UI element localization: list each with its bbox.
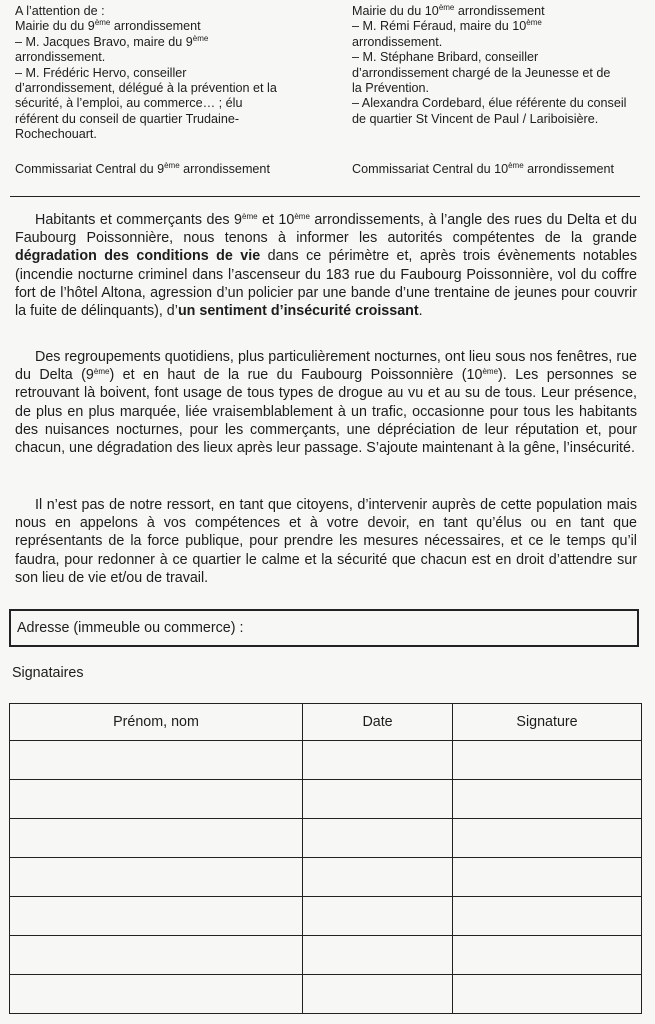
address-field[interactable] <box>9 609 639 647</box>
table-row <box>10 936 642 975</box>
addressee-line: Mairie du du 9ème arrondissement <box>15 18 201 34</box>
paragraph-context: Habitants et commerçants des 9ème et 10ème arrondissements, à l’angle des rues du Delta et du Faubourg Poissonnière, nous tenons à informer les autorités compétentes de la grande dégradation des conditions de vie dans ce périmètre et, après trois évènements notables (incendie nocturne criminel dans l’ascenseur du 183 rue du Faubourg Poissonnière, vol du coffre fort de l’hôtel Altona, agression d’un policier par une bande d’une trentaine de jeunes pour couvrir la fuite de délinquants), d’un sentiment d’insécurité croissant. <box>15 212 637 320</box>
name-cell[interactable] <box>10 975 303 1014</box>
table-header-row <box>10 704 642 741</box>
addressee-line: – M. Stéphane Bribard, conseiller <box>352 50 539 65</box>
table-row <box>10 897 642 936</box>
name-cell[interactable] <box>10 936 303 975</box>
table-row <box>10 780 642 819</box>
addressee-line: Rochechouart. <box>15 127 97 142</box>
address-label: Adresse (immeuble ou commerce) : <box>17 620 244 636</box>
addressee-line: de quartier St Vincent de Paul / Lariboisière. <box>352 111 599 126</box>
emphasis-insecurite: un sentiment d’insécurité croissant <box>177 303 419 320</box>
paragraph-gatherings: Des regroupements quotidiens, plus particulièrement nocturnes, ont lieu sous nos fenêtres, rue du Delta (9ème) et en haut de la rue du Faubourg Poissonnière (10ème). Les personnes se retrouvant là boivent, font usage de tous types de drogue au vu et au su de tous. Leur présence, de plus en plus marquée, liée vraisemblablement à un trafic, occasionne pour tous les habitants des nuisances nocturnes, pour les commerçants, une dépréciation de leur réputation et, pour chacun, une dégradation des lieux après leur passage. S’ajoute maintenant à la gêne, l’insécurité. <box>15 349 638 457</box>
addressee-line: Mairie du du 10ème arrondissement <box>352 3 545 18</box>
name-cell[interactable] <box>10 897 303 936</box>
column-header-name: Prénom, nom <box>10 704 303 741</box>
table-row <box>10 858 642 897</box>
table-row <box>10 819 642 858</box>
emphasis-degradation: dégradation des conditions de vie <box>15 248 261 265</box>
signature-cell[interactable] <box>453 975 642 1014</box>
addressee-line: référent du conseil de quartier Trudaine- <box>15 111 240 126</box>
date-cell[interactable] <box>303 897 453 936</box>
addressee-line: d’arrondissement, délégué à la prévention et la <box>15 81 277 96</box>
addressee-line: la Prévention. <box>352 81 430 96</box>
addressee-line: sécurité, à l’emploi, au commerce… ; élu <box>15 96 243 111</box>
name-cell[interactable] <box>10 741 303 780</box>
date-cell[interactable] <box>303 936 453 975</box>
addressee-right <box>352 4 652 127</box>
table-row <box>10 975 642 1014</box>
commissariat-right: Commissariat Central du 10ème arrondissement <box>352 161 614 176</box>
name-cell[interactable] <box>10 819 303 858</box>
date-cell[interactable] <box>303 819 453 858</box>
name-cell[interactable] <box>10 780 303 819</box>
date-cell[interactable] <box>303 975 453 1014</box>
column-header-signature: Signature <box>453 704 642 741</box>
signataires-label: Signataires <box>12 665 84 681</box>
signature-cell[interactable] <box>453 897 642 936</box>
paragraph-request: Il n’est pas de notre ressort, en tant que citoyens, d’intervenir auprès de cette population mais nous en appelons à vos compétences et à votre devoir, en tant qu’élus ou en tant que représentants de la force publique, pour prendre les mesures nécessaires, et ce le temps qu’il faudra, pour redonner à ce quartier le calme et la sécurité que chacun est en droit d’attendre sur son lieu de vie et/ou de travail. <box>15 497 637 586</box>
header-divider <box>10 196 640 197</box>
column-header-date: Date <box>303 704 453 741</box>
addressee-line: – M. Jacques Bravo, maire du 9ème <box>15 33 209 49</box>
addressee-line: arrondissement. <box>15 50 106 65</box>
addressee-left <box>15 4 325 143</box>
date-cell[interactable] <box>303 741 453 780</box>
table-row <box>10 741 642 780</box>
date-cell[interactable] <box>303 780 453 819</box>
addressee-line: – M. Frédéric Hervo, conseiller <box>15 65 187 80</box>
signature-cell[interactable] <box>453 780 642 819</box>
name-cell[interactable] <box>10 858 303 897</box>
commissariat-left: Commissariat Central du 9ème arrondissement <box>15 161 270 176</box>
signature-cell[interactable] <box>453 858 642 897</box>
signature-cell[interactable] <box>453 936 642 975</box>
addressee-line: – M. Rémi Féraud, maire du 10ème <box>352 18 542 34</box>
date-cell[interactable] <box>303 858 453 897</box>
addressee-line: – Alexandra Cordebard, élue référente du conseil <box>352 96 627 111</box>
signature-table <box>9 703 642 1014</box>
signature-cell[interactable] <box>453 741 642 780</box>
addressee-line: d’arrondissement chargé de la Jeunesse et de <box>352 65 611 80</box>
addressee-line: A l’attention de : <box>15 4 105 18</box>
addressee-line: arrondissement. <box>352 34 443 49</box>
signature-cell[interactable] <box>453 819 642 858</box>
